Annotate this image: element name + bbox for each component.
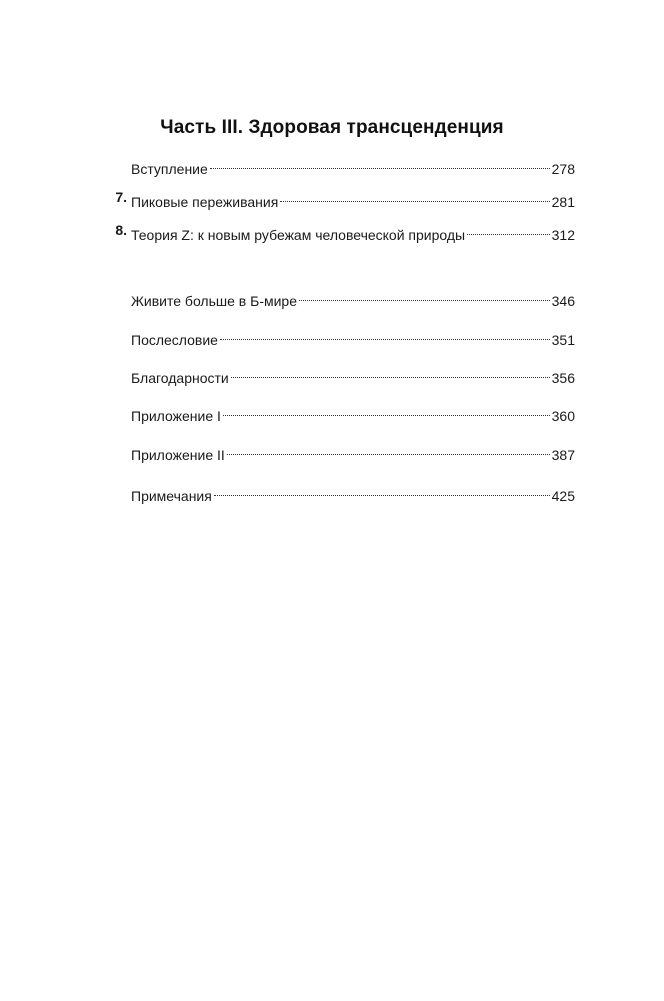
toc-entry-notes[interactable]: [131, 481, 575, 504]
dot-leader: [220, 325, 550, 345]
toc-entry-b-world[interactable]: [131, 286, 575, 309]
dot-leader: [299, 286, 550, 306]
toc-entry-page: 312: [551, 227, 575, 243]
dot-leader: [227, 440, 550, 460]
toc-entry-label: Пиковые переживания: [131, 194, 279, 210]
dot-leader: [210, 154, 550, 174]
toc-entry-page: 278: [551, 161, 575, 177]
toc-entry-page: 356: [551, 370, 575, 386]
toc-entry-page: 351: [551, 332, 575, 348]
toc-entry-appendix-2[interactable]: [131, 440, 575, 463]
dot-leader: [467, 220, 550, 240]
toc-entry-acknowledgments[interactable]: [131, 363, 575, 386]
toc-entry-label: Приложение I: [131, 408, 221, 424]
toc-entry-label: Теория Z: к новым рубежам человеческой природы: [131, 227, 466, 243]
toc-entry-chapter-8[interactable]: [115, 220, 575, 243]
toc-entry-label: Вступление: [131, 161, 208, 177]
dot-leader: [223, 401, 550, 421]
toc-entry-label: Примечания: [131, 488, 212, 504]
chapter-number: 8.: [115, 222, 127, 238]
toc-entry-label: Приложение II: [131, 447, 225, 463]
toc-entry-label: Живите больше в Б-мире: [131, 293, 297, 309]
toc-entry-page: 281: [551, 194, 575, 210]
dot-leader: [280, 187, 549, 207]
toc-entry-appendix-1[interactable]: [131, 401, 575, 424]
toc-entry-afterword[interactable]: [131, 325, 575, 348]
toc-entry-label: Благодарности: [131, 370, 229, 386]
part-title: Часть III. Здоровая трансценденция: [160, 117, 504, 138]
chapter-number: 7.: [115, 189, 127, 205]
toc-entry-label: Послесловие: [131, 332, 218, 348]
dot-leader: [214, 481, 550, 501]
toc-entry-introduction[interactable]: [131, 154, 575, 177]
toc-entry-chapter-7[interactable]: [115, 187, 575, 210]
toc-entry-page: 346: [551, 293, 575, 309]
toc-entry-page: 360: [551, 408, 575, 424]
toc-entry-page: 425: [551, 488, 575, 504]
dot-leader: [231, 363, 550, 383]
toc-entry-page: 387: [551, 447, 575, 463]
